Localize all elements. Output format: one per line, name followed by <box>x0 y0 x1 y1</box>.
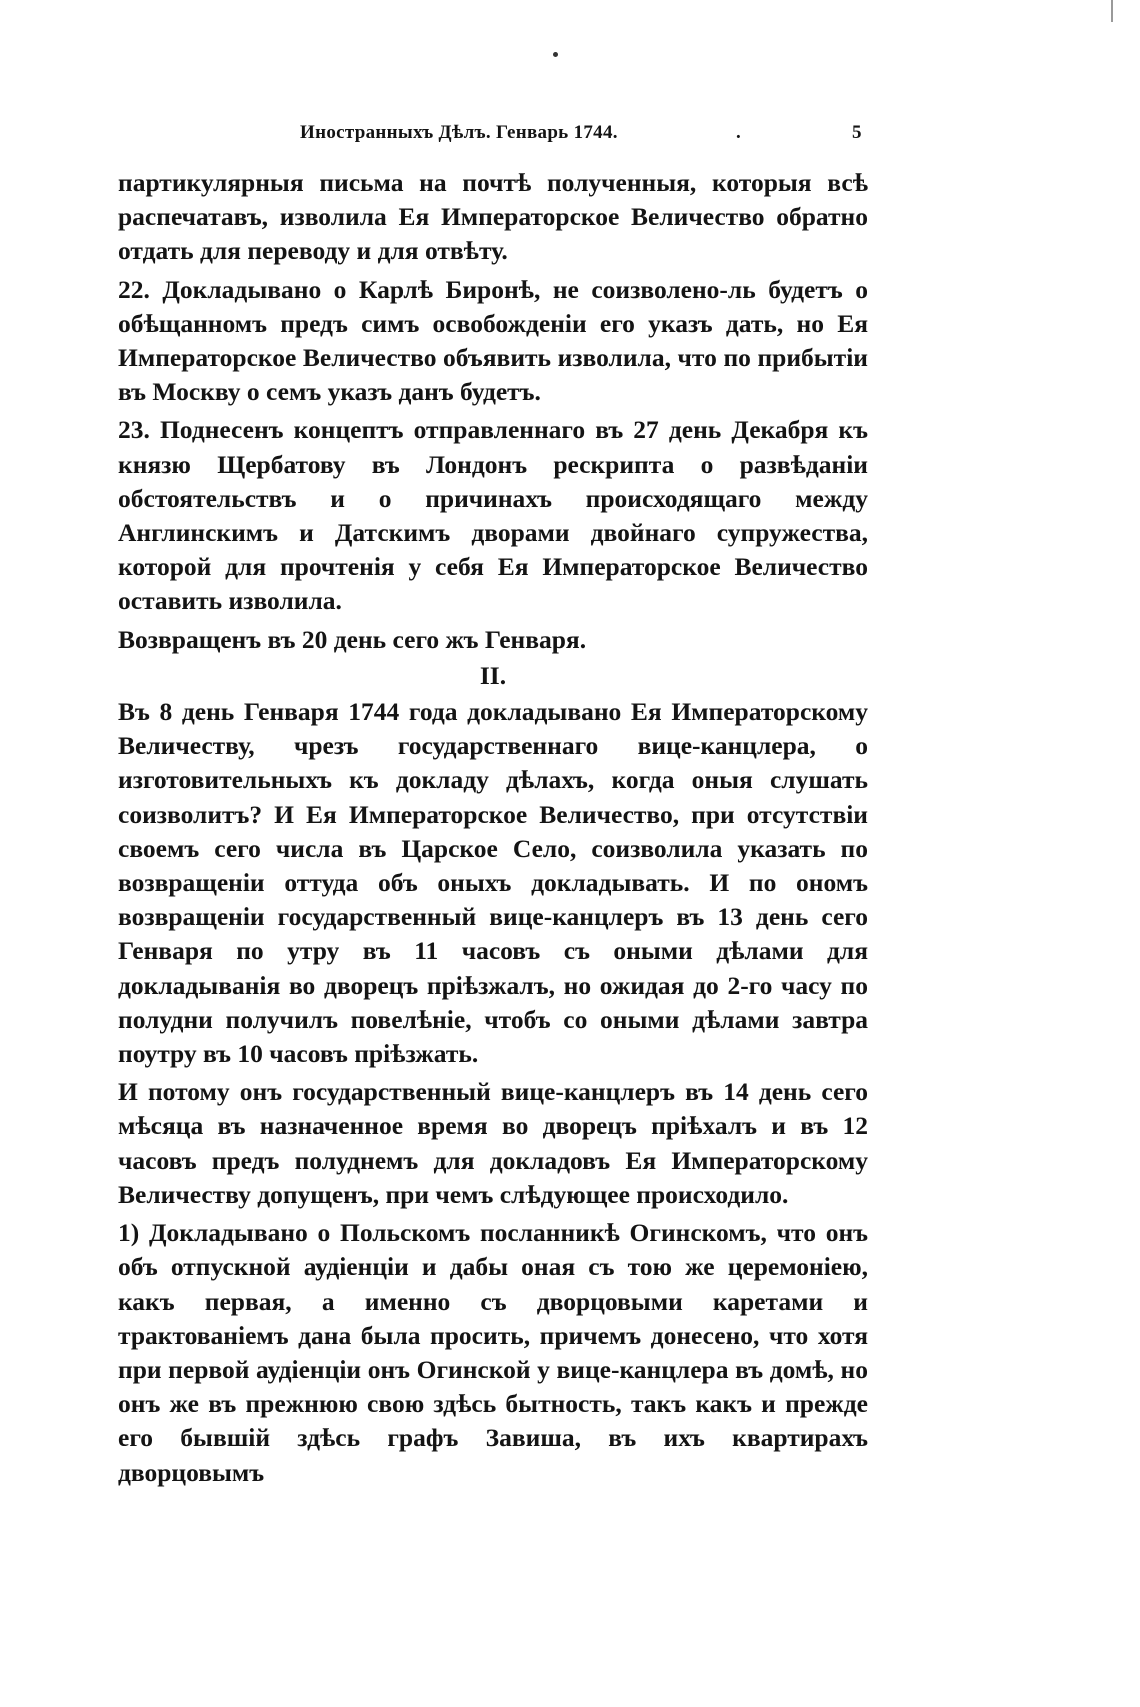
paragraph-item-22: 22. Докладывано о Карлѣ Биронѣ, не соизволено-ль будетъ о обѣщанномъ предъ симъ освобожденіи его указъ дать, но Ея Императорское Величество объявить изволила, что по прибытіи въ Москву о семъ указъ данъ будетъ. <box>118 274 868 407</box>
paragraph-item-1: 1) Докладывано о Польскомъ посланникѣ Огинскомъ, что онъ объ отпускной аудіенціи и дабы оная съ тою же церемоніею, какъ первая, а именно съ дворцовыми каретами и трактованіемъ дана была просить, причемъ донесено, что хотя при первой аудіенціи онъ Огинской у вице-канцлера въ домѣ, но онъ же въ прежнюю свою здѣсь бытность, такъ какъ и прежде его бывшій здѣсь графъ Завиша, въ ихъ квартирахъ дворцовымъ <box>118 1218 868 1487</box>
paragraph-continuation: партикулярныя письма на почтѣ полученныя, которыя всѣ распечатавъ, изволила Ея Императорское Величество обратно отдать для переводу и для отвѣту. <box>118 168 868 266</box>
scan-speck <box>553 52 558 57</box>
paragraph-section-intro: Въ 8 день Генваря 1744 года докладывано Ея Императорскому Величеству, чрезъ государственнаго вице-канцлера, о изготовительныхъ къ докладу дѣлахъ, когда оныя слушать соизволитъ? И Ея Императорское Величество, при отсутствіи своемъ сего числа въ Царское Село, соизволила указать по возвращеніи оттуда объ оныхъ докладывать. И по ономъ возвращеніи государственный вице-канцлеръ въ 13 день сего Генваря по утру въ 11 часовъ съ оными дѣлами для докладыванія во дворецъ пріѣзжалъ, но ожидая до 2-го часу по полудни получилъ повелѣніе, чтобъ со оными дѣлами завтра поутру въ 10 часовъ пріѣзжать. <box>118 697 868 1069</box>
paragraph-returned-note: Возвращенъ въ 20 день сего жъ Генваря. <box>118 624 587 654</box>
header-title: Иностранныхъ Дѣлъ. Генварь 1744. <box>300 122 618 143</box>
header-dot: . <box>736 122 742 143</box>
paragraph-item-23: 23. Поднесенъ концептъ отправленнаго въ 27 день Декабря къ князю Щербатову въ Лондонъ рескрипта о развѣданіи обстоятельствъ и о причинахъ происходящаго между Англинскимъ и Датскимъ дворами двойнаго супружества, которой для прочтенія у себя Ея Императорское Величество оставить изволила. <box>118 415 868 616</box>
page-number: 5 <box>852 122 862 143</box>
scan-edge-line <box>1111 0 1113 22</box>
body-text <box>118 166 868 1490</box>
paragraph-audience: И потому онъ государственный вице-канцлеръ въ 14 день сего мѣсяца въ назначенное время во дворецъ пріѣхалъ и въ 12 часовъ предъ полуднемъ для докладовъ Ея Императорскому Величеству допущенъ, при чемъ слѣдующее происходило. <box>118 1077 868 1209</box>
section-heading: II. <box>479 660 507 690</box>
